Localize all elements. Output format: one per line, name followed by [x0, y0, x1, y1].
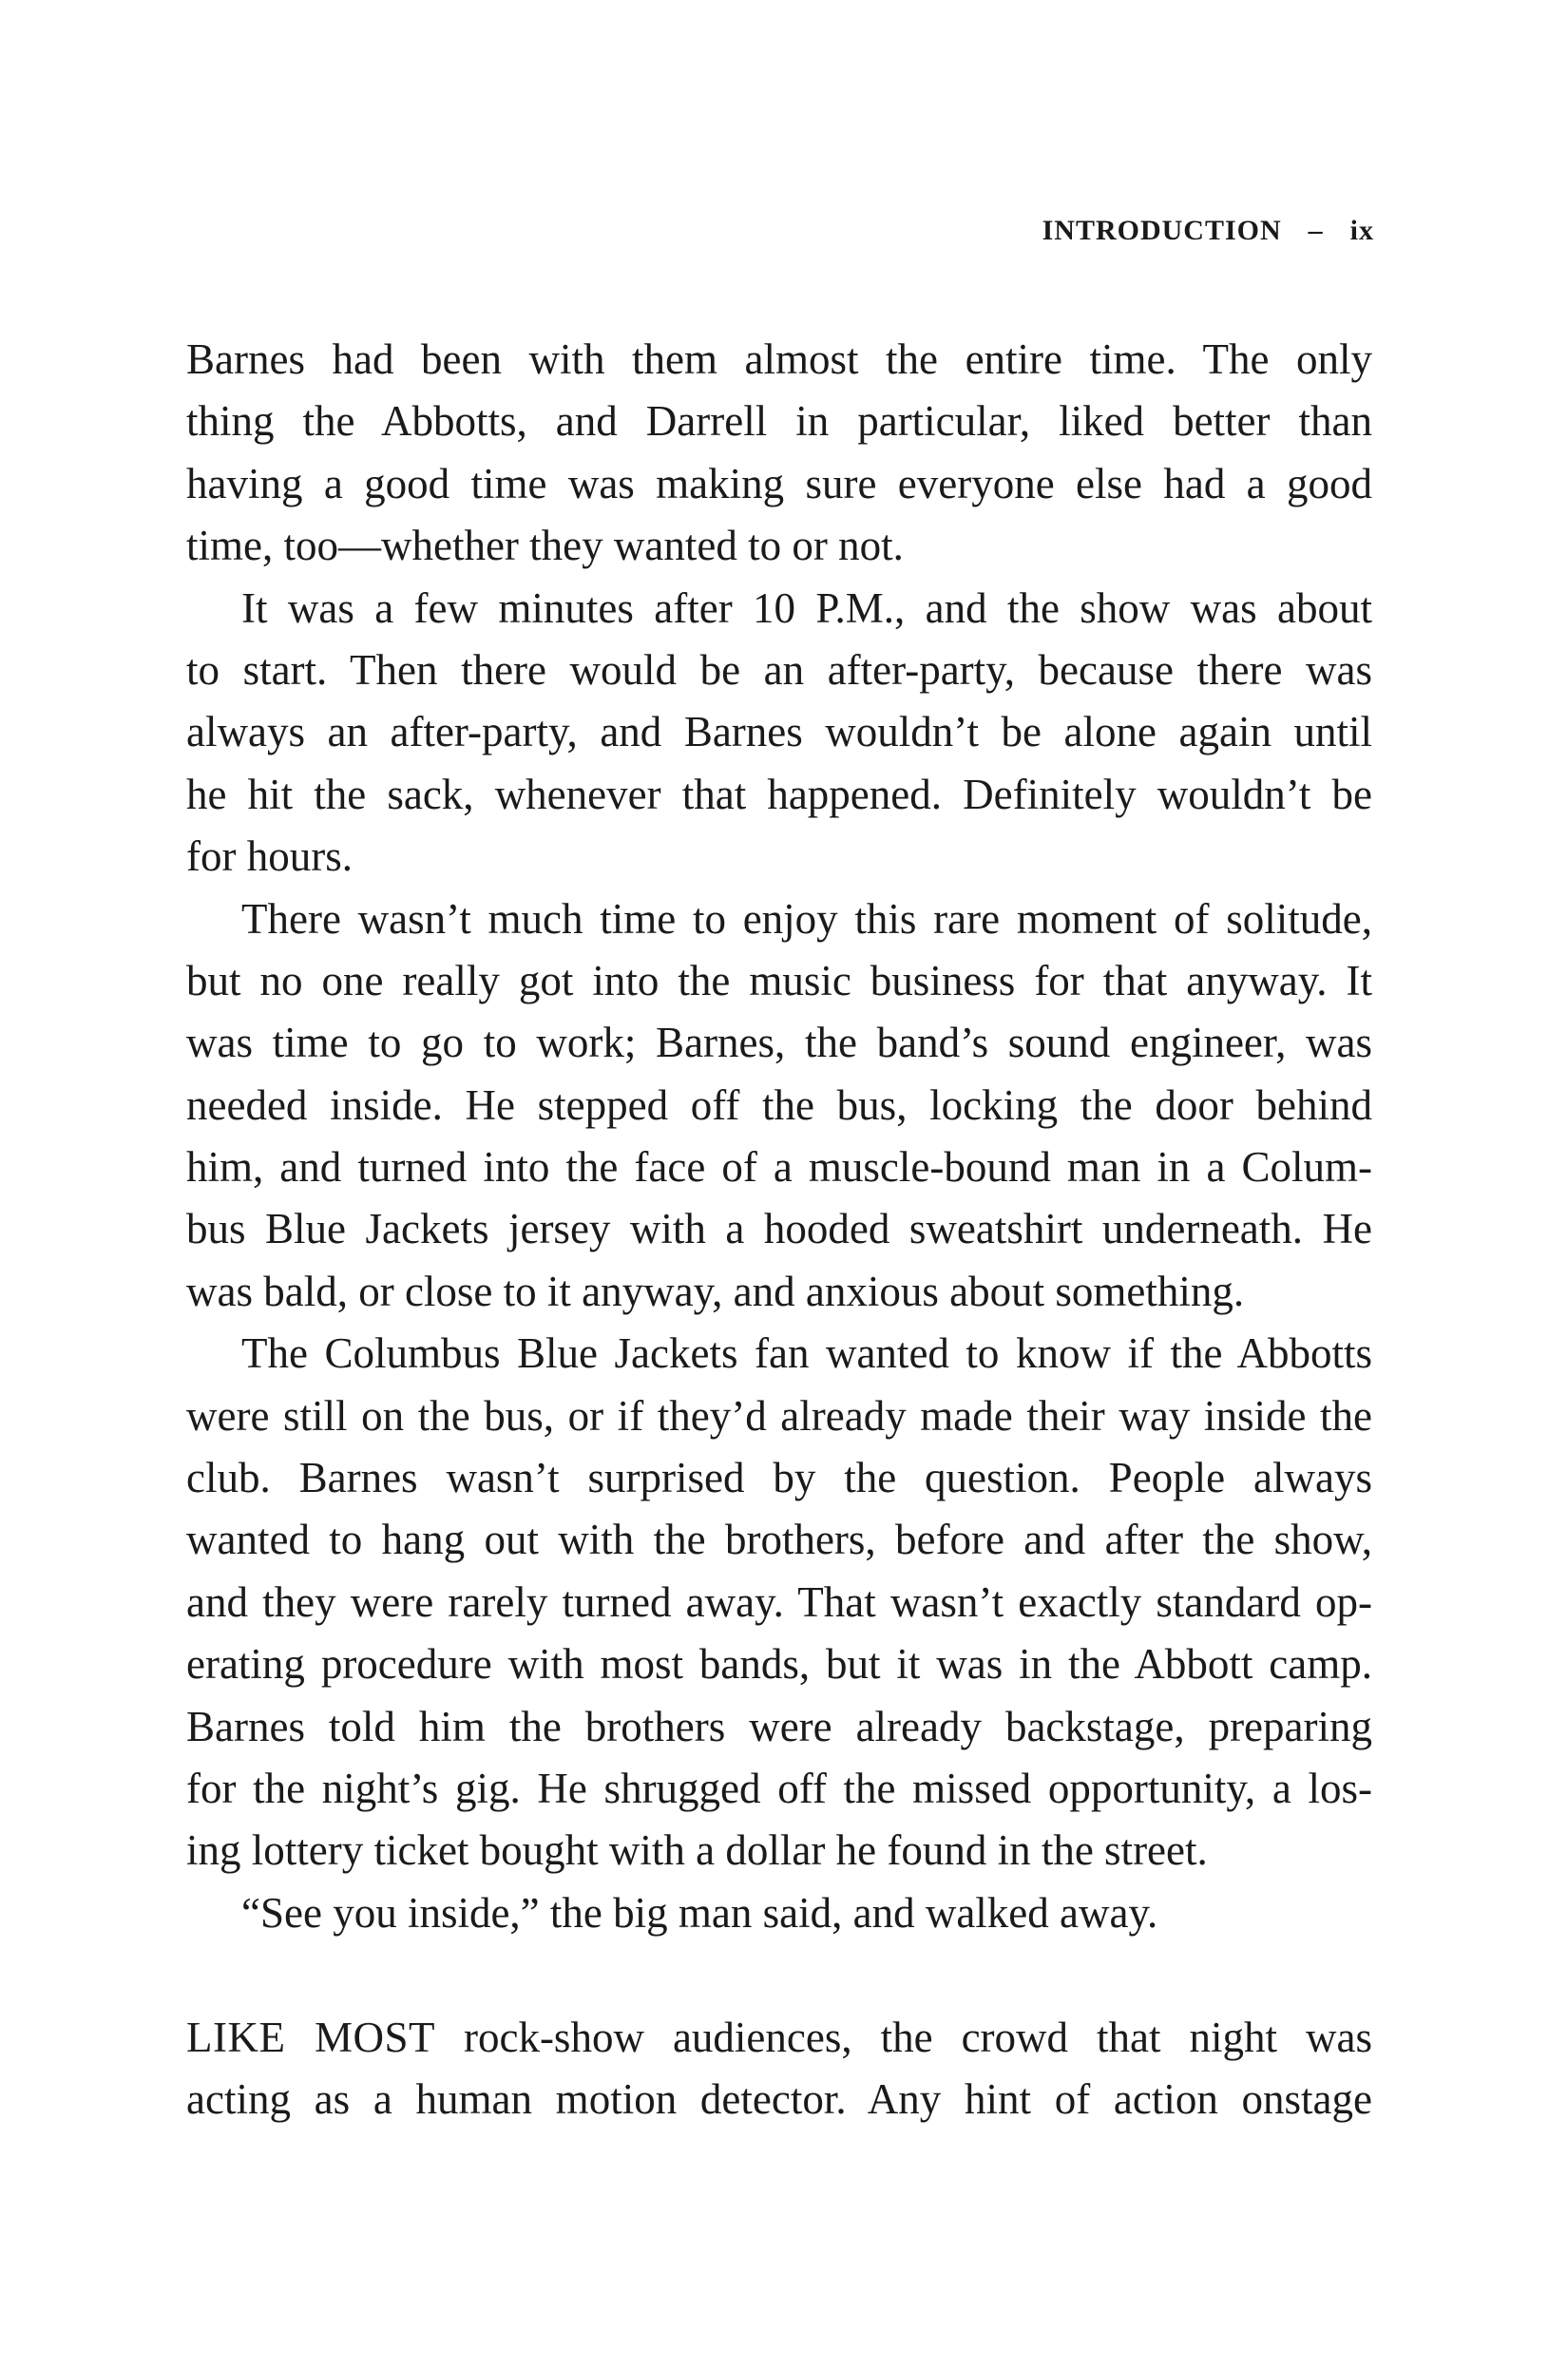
body-text	[186, 329, 1372, 2130]
paragraph-2	[186, 578, 1372, 888]
text-line: “See you inside,” the big man said, and walked away.	[241, 1888, 1158, 1937]
text-line: he hit the sack, whenever that happened. Definitely wouldn’t be	[186, 770, 1372, 818]
text-line: having a good time was making sure everyone else had a good	[186, 459, 1372, 507]
text-line: Barnes had been with them almost the entire time. The only	[186, 335, 1372, 383]
text-line: him, and turned into the face of a muscle-bound man in a Colum-	[186, 1143, 1372, 1192]
text-line: wanted to hang out with the brothers, before and after the show,	[186, 1516, 1372, 1564]
text-line: for hours.	[186, 832, 353, 881]
running-head-separator: –	[1308, 215, 1324, 246]
section-opening-paragraph	[186, 2007, 1372, 2131]
paragraph-5	[186, 1882, 1372, 1944]
text-line: erating procedure with most bands, but it was in the Abbott camp.	[186, 1640, 1372, 1689]
text-line: needed inside. He stepped off the bus, locking the door behind	[186, 1080, 1372, 1129]
lead-in-continuation: rock-show audiences, the crowd that night was	[434, 2013, 1372, 2061]
lead-in-small-caps: LIKE MOST	[186, 2013, 435, 2061]
text-line: and they were rarely turned away. That wasn’t exactly standard op-	[186, 1577, 1372, 1626]
text-line: for the night’s gig. He shrugged off the missed opportunity, a los-	[186, 1764, 1372, 1812]
text-line: time, too—whether they wanted to or not.	[186, 522, 904, 570]
text-line: The Columbus Blue Jackets fan wanted to know if the Abbotts	[241, 1329, 1372, 1378]
text-line: Barnes told him the brothers were already backstage, preparing	[186, 1702, 1372, 1750]
paragraph-4	[186, 1323, 1372, 1882]
text-line: to start. Then there would be an after-party, because there was	[186, 645, 1372, 694]
section-break-space	[186, 1944, 1372, 2006]
paragraph-1	[186, 329, 1372, 578]
page-number: ix	[1349, 215, 1374, 246]
text-line: acting as a human motion detector. Any hint of action onstage	[186, 2074, 1372, 2123]
text-line: were still on the bus, or if they’d already made their way inside the	[186, 1391, 1372, 1440]
text-line: but no one really got into the music business for that anyway. It	[186, 956, 1372, 1004]
text-line: It was a few minutes after 10 P.M., and the show was about	[241, 583, 1372, 632]
paragraph-3	[186, 888, 1372, 1324]
text-line: club. Barnes wasn’t surprised by the question. People always	[186, 1454, 1372, 1502]
text-line: always an after-party, and Barnes wouldn’t be alone again until	[186, 708, 1372, 756]
text-line: thing the Abbotts, and Darrell in particular, liked better than	[186, 397, 1372, 446]
text-line: bus Blue Jackets jersey with a hooded sweatshirt underneath. He	[186, 1205, 1372, 1253]
text-line: There wasn’t much time to enjoy this rare moment of solitude,	[241, 894, 1372, 943]
text-line: was bald, or close to it anyway, and anxious about something.	[186, 1267, 1245, 1315]
running-head-title: INTRODUCTION	[1042, 215, 1282, 246]
running-head	[1042, 215, 1374, 247]
text-line: was time to go to work; Barnes, the band’s sound engineer, was	[186, 1019, 1372, 1067]
text-line: ing lottery ticket bought with a dollar he found in the street.	[186, 1826, 1208, 1875]
text-line	[186, 2007, 1372, 2069]
